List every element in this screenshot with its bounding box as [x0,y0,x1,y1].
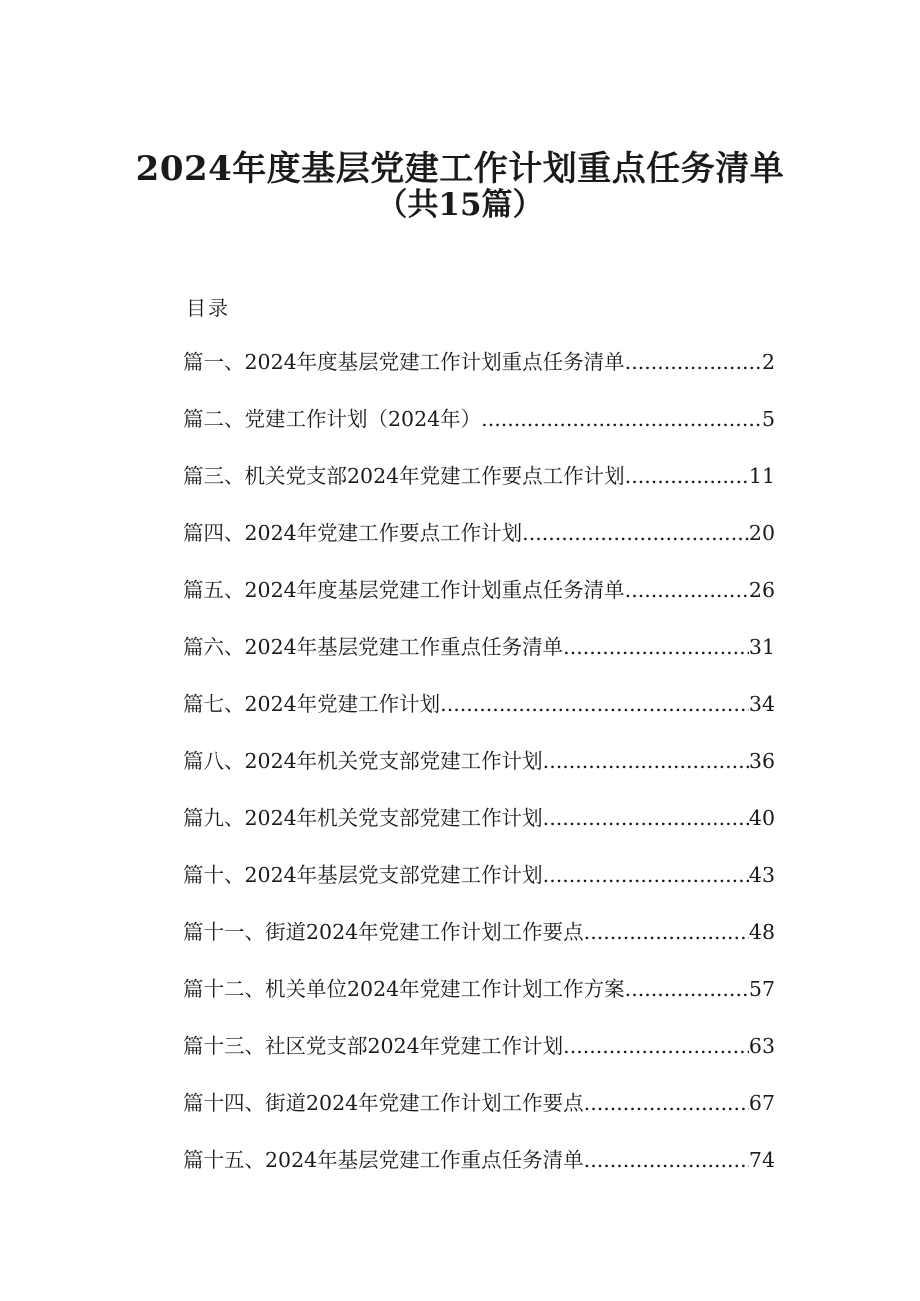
toc-leader-dots [625,568,749,612]
toc-leader-dots [543,853,749,897]
toc-leader-dots [481,397,762,441]
toc-entry-title: 篇四、2024年党建工作要点工作计划 [183,521,523,545]
toc-leader-dots [440,682,749,726]
toc-leader-dots [625,340,762,384]
toc-entry[interactable] [183,967,775,1024]
toc-leader-dots [625,967,749,1011]
toc-entry[interactable] [183,568,775,625]
toc-leader-dots [584,1138,749,1182]
toc-entry[interactable] [183,454,775,511]
toc-leader-dots [543,796,749,840]
toc-entry-page: 26 [748,578,775,602]
toc-entry-title: 篇十四、街道2024年党建工作计划工作要点 [183,1091,584,1115]
toc-entry-page: 74 [748,1148,775,1172]
toc-entry[interactable] [183,739,775,796]
toc-entry-page: 40 [748,806,775,830]
toc-entry-title: 篇十一、街道2024年党建工作计划工作要点 [183,920,584,944]
toc-entry[interactable] [183,1138,775,1195]
toc-entry[interactable] [183,1081,775,1138]
toc-leader-dots [625,454,749,498]
table-of-contents [183,340,775,1195]
toc-entry-page: 31 [748,635,775,659]
toc-entry-title: 篇八、2024年机关党支部党建工作计划 [183,749,543,773]
document-title: 2024年度基层党建工作计划重点任务清单 [135,149,785,189]
toc-entry-page: 63 [748,1034,775,1058]
toc-entry[interactable] [183,853,775,910]
toc-entry-page: 34 [748,692,775,716]
toc-entry[interactable] [183,796,775,853]
toc-entry-title: 篇九、2024年机关党支部党建工作计划 [183,806,543,830]
toc-entry[interactable] [183,397,775,454]
toc-entry-title: 篇五、2024年度基层党建工作计划重点任务清单 [183,578,625,602]
toc-leader-dots [584,1081,749,1125]
toc-entry-page: 5 [761,407,775,431]
toc-leader-dots [522,511,749,555]
toc-entry-page: 36 [748,749,775,773]
toc-entry-title: 篇十三、社区党支部2024年党建工作计划 [183,1034,564,1058]
toc-entry-page: 20 [748,521,775,545]
toc-entry-title: 篇十二、机关单位2024年党建工作计划工作方案 [183,977,625,1001]
toc-entry-title: 篇七、2024年党建工作计划 [183,692,441,716]
toc-entry-title: 篇十、2024年基层党支部党建工作计划 [183,863,543,887]
toc-entry-page: 57 [748,977,775,1001]
toc-heading: 目录 [186,296,230,320]
toc-entry-title: 篇三、机关党支部2024年党建工作要点工作计划 [183,464,625,488]
toc-entry[interactable] [183,1024,775,1081]
toc-entry-page: 48 [748,920,775,944]
toc-entry[interactable] [183,511,775,568]
toc-entry-title: 篇二、党建工作计划（2024年） [183,407,482,431]
toc-entry-title: 篇六、2024年基层党建工作重点任务清单 [183,635,564,659]
toc-entry-title: 篇十五、2024年基层党建工作重点任务清单 [183,1148,584,1172]
toc-leader-dots [563,1024,749,1068]
document-subtitle: （共15篇） [376,187,544,223]
toc-entry[interactable] [183,682,775,739]
toc-entry-title: 篇一、2024年度基层党建工作计划重点任务清单 [183,350,625,374]
toc-entry-page: 43 [748,863,775,887]
toc-entry[interactable] [183,340,775,397]
toc-leader-dots [584,910,749,954]
toc-entry[interactable] [183,625,775,682]
toc-entry-page: 11 [748,464,775,488]
toc-entry-page: 2 [761,350,775,374]
toc-leader-dots [563,625,749,669]
toc-entry-page: 67 [748,1091,775,1115]
toc-leader-dots [543,739,749,783]
toc-entry[interactable] [183,910,775,967]
